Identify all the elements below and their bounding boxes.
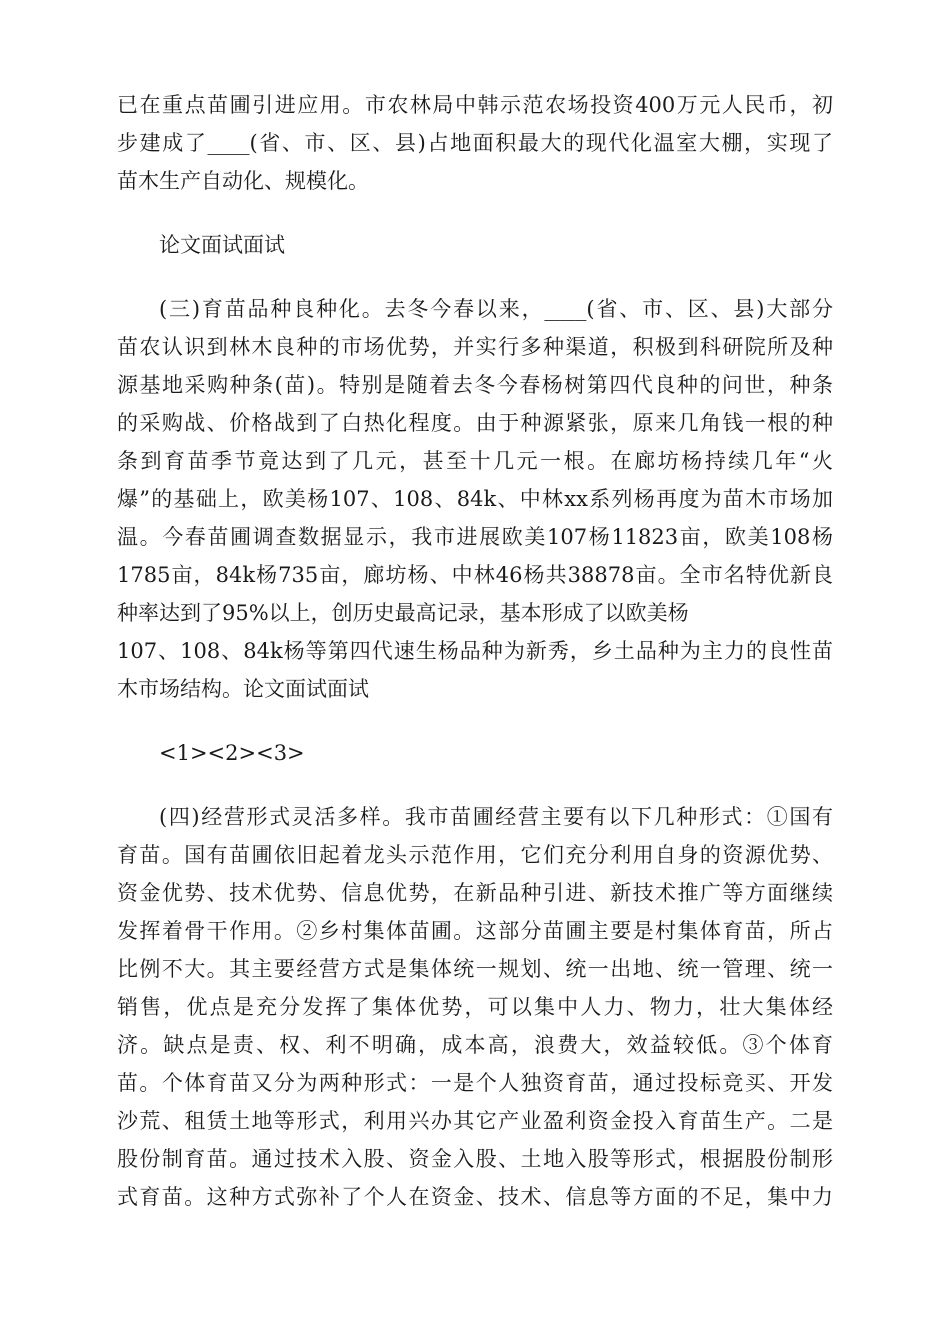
paragraph-3 <box>117 290 833 708</box>
text-line: (四)经营形式灵活多样。我市苗圃经营主要有以下几种形式：①国有 <box>159 805 833 829</box>
text-line: 论文面试面试 <box>159 233 285 257</box>
text-line: 步建成了____(省、市、区、县)占地面积最大的现代化温室大棚，实现了 <box>117 131 833 155</box>
text-line: 温。今春苗圃调查数据显示，我市进展欧美107杨11823亩，欧美108杨 <box>117 525 833 549</box>
paragraph-2 <box>117 226 833 264</box>
text-line: 沙荒、租赁土地等形式，利用兴办其它产业盈利资金投入育苗生产。二是 <box>117 1109 833 1133</box>
document-page <box>117 86 833 1216</box>
text-line: 销售，优点是充分发挥了集体优势，可以集中人力、物力，壮大集体经 <box>117 995 833 1019</box>
text-line: 苗农认识到林木良种的市场优势，并实行多种渠道，积极到科研院所及种 <box>117 335 833 359</box>
text-line: 条到育苗季节竟达到了几元，甚至十几元一根。在廊坊杨持续几年“火 <box>117 449 833 473</box>
text-line: 式育苗。这种方式弥补了个人在资金、技术、信息等方面的不足，集中力 <box>117 1185 833 1209</box>
text-line: 苗。个体育苗又分为两种形式：一是个人独资育苗，通过投标竞买、开发 <box>117 1071 833 1095</box>
text-line: 资金优势、技术优势、信息优势，在新品种引进、新技术推广等方面继续 <box>117 881 833 905</box>
text-line: 的采购战、价格战到了白热化程度。由于种源紧张，原来几角钱一根的种 <box>117 411 833 435</box>
text-line: 股份制育苗。通过技术入股、资金入股、土地入股等形式，根据股份制形 <box>117 1147 833 1171</box>
text-line: 种率达到了95%以上，创历史最高记录，基本形成了以欧美杨 <box>117 601 689 625</box>
text-line: 济。缺点是责、权、利不明确，成本高，浪费大，效益较低。③个体育 <box>117 1033 833 1057</box>
text-line: 1785亩，84k杨735亩，廊坊杨、中林46杨共38878亩。全市名特优新良 <box>117 563 833 587</box>
paragraph-1 <box>117 86 833 200</box>
text-line: 爆”的基础上，欧美杨107、108、84k、中林xx系列杨再度为苗木市场加 <box>117 487 833 511</box>
text-line: (三)育苗品种良种化。去冬今春以来，____(省、市、区、县)大部分 <box>159 297 833 321</box>
text-line: 107、108、84k杨等第四代速生杨品种为新秀，乡土品种为主力的良性苗 <box>117 639 833 663</box>
text-line: 发挥着骨干作用。②乡村集体苗圃。这部分苗圃主要是村集体育苗，所占 <box>117 919 833 943</box>
text-line: 育苗。国有苗圃依旧起着龙头示范作用，它们充分利用自身的资源优势、 <box>117 843 833 867</box>
text-line: 源基地采购种条(苗)。特别是随着去冬今春杨树第四代良种的问世，种条 <box>117 373 833 397</box>
text-line: 木市场结构。论文面试面试 <box>117 677 369 701</box>
text-line: 已在重点苗圃引进应用。市农林局中韩示范农场投资400万元人民币，初 <box>117 93 833 117</box>
paragraph-4 <box>117 734 833 772</box>
text-line: 比例不大。其主要经营方式是集体统一规划、统一出地、统一管理、统一 <box>117 957 833 981</box>
text-line: 苗木生产自动化、规模化。 <box>117 169 369 193</box>
paragraph-5 <box>117 798 833 1216</box>
text-line: <1><2><3> <box>159 741 305 765</box>
